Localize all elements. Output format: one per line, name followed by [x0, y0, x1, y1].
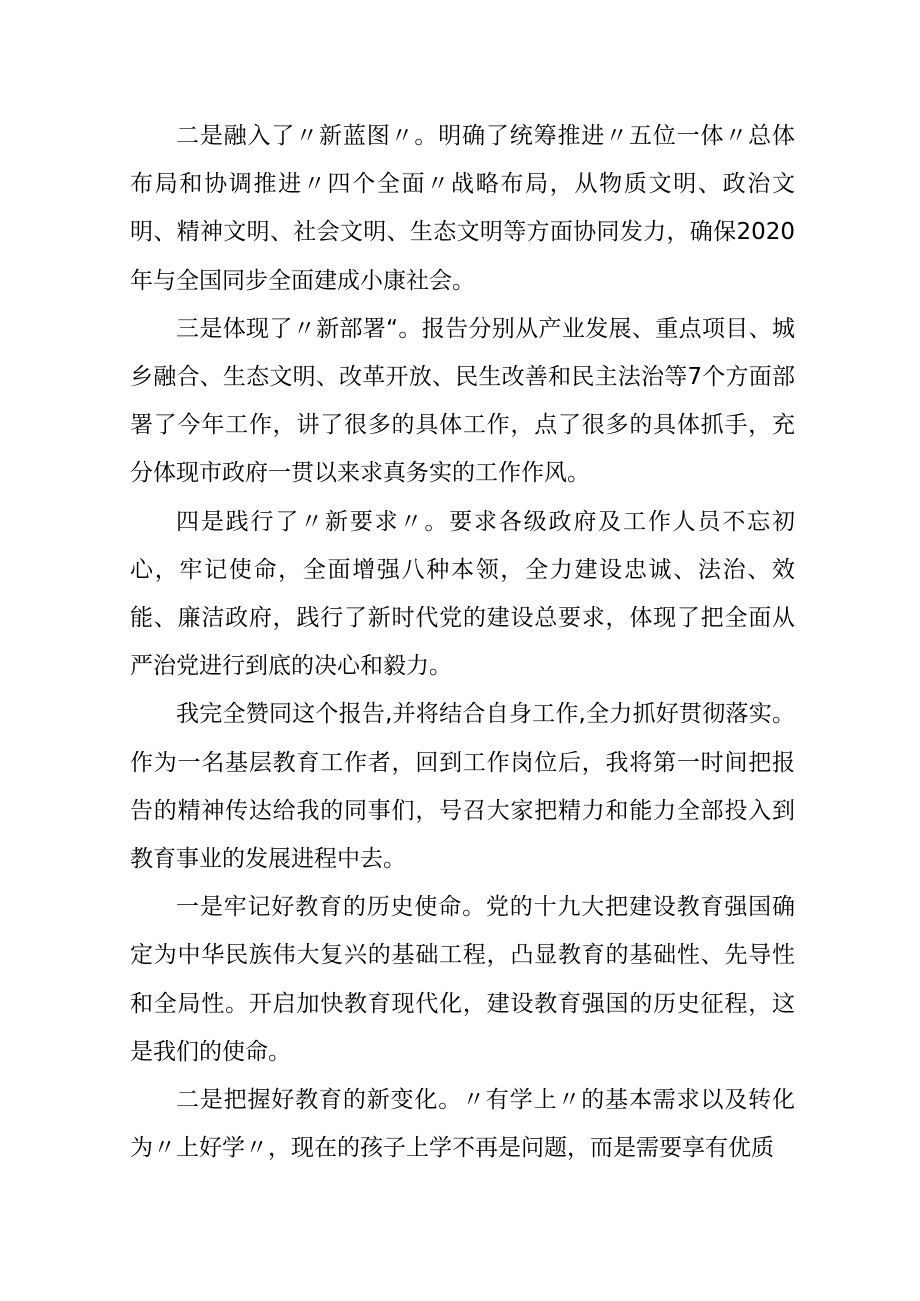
- paragraph-endorsement: 我完全赞同这个报告,并将结合自身工作,全力抓好贯彻落实。作为一名基层教育工作者，回到工作岗位后，我将第一时间把报告的精神传达给我的同事们，号召大家把精力和能力全部投入到教育事业的发展进程中去。: [130, 701, 795, 873]
- paragraph-education-changes: 二是把握好教育的新变化。〃有学上〃的基本需求以及转化为〃上好学〃，现在的孩子上学不再是问题，而是需要享有优质: [130, 1087, 795, 1162]
- document-body: [130, 112, 795, 1172]
- paragraph-new-blueprint: 二是融入了〃新蓝图〃。明确了统筹推进〃五位一体〃总体布局和协调推进〃四个全面〃战略布局，从物质文明、政治文明、精神文明、社会文明、生态文明等方面协同发力，确保2020年与全国同步全面建成小康社会。: [130, 123, 795, 294]
- paragraph-new-requirements: 四是践行了〃新要求〃。要求各级政府及工作人员不忘初心，牢记使命，全面增强八种本领，全力建设忠诚、法治、效能、廉洁政府，践行了新时代党的建设总要求，体现了把全面从严治党进行到底的决心和毅力。: [130, 508, 795, 680]
- paragraph-education-mission: 一是牢记好教育的历史使命。党的十九大把建设教育强国确定为中华民族伟大复兴的基础工程，凸显教育的基础性、先导性和全局性。开启加快教育现代化，建设教育强国的历史征程，这是我们的使命。: [130, 894, 795, 1065]
- paragraph-new-deployment: 三是体现了〃新部署“。报告分别从产业发展、重点项目、城乡融合、生态文明、改革开放、民生改善和民主法治等7个方面部署了今年工作，讲了很多的具体工作，点了很多的具体抓手，充分体现市政府一贯以来求真务实的工作作风。: [130, 315, 795, 487]
